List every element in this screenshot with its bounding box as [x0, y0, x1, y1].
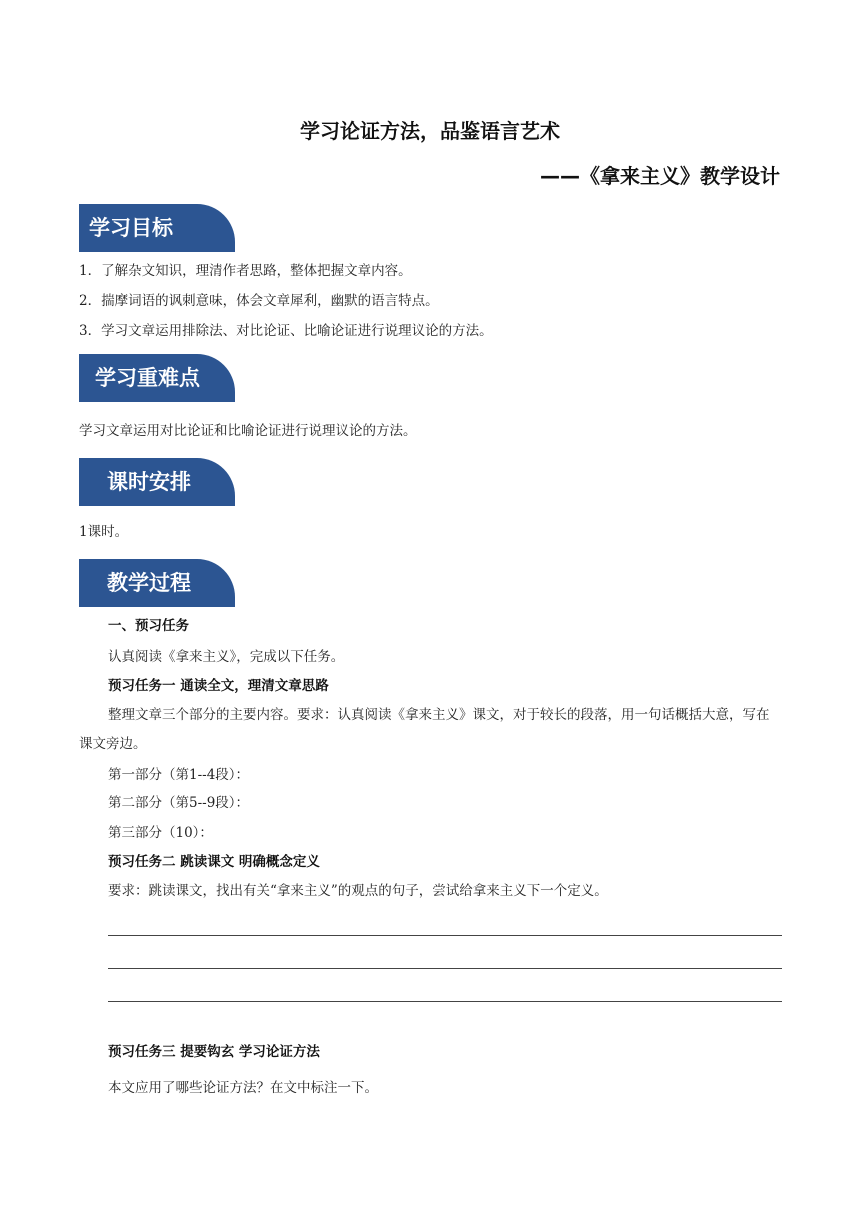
document-title: 学习论证方法，品鉴语言艺术 [300, 119, 560, 143]
key-points-text: 学习文章运用对比论证和比喻论证进行说理议论的方法。 [79, 423, 417, 439]
answer-line-2 [108, 968, 782, 969]
answer-line-3 [108, 1001, 782, 1002]
part-c-label: 第三部分（10）： [108, 825, 213, 841]
objective-item-3: 3．学习文章运用排除法、对比论证、比喻论证进行说理议论的方法。 [79, 323, 493, 339]
part-one-title: 一、预习任务 [108, 618, 189, 634]
part-a-label: 第一部分（第1--4段）： [108, 767, 250, 783]
process-intro: 认真阅读《拿来主义》，完成以下任务。 [108, 649, 345, 665]
answer-line-1 [108, 935, 782, 936]
task-one-description: 整理文章三个部分的主要内容。要求：认真阅读《拿来主义》课文，对于较长的段落，用一句话概括大意，写在课文旁边。 [79, 707, 770, 752]
objective-item-2: 2．揣摩词语的讽刺意味，体会文章犀利，幽默的语言特点。 [79, 293, 439, 309]
task-three-description: 本文应用了哪些论证方法？在文中标注一下。 [108, 1080, 378, 1096]
schedule-text: 1课时。 [79, 524, 129, 540]
section-header-key-points: 学习重难点 [79, 354, 235, 402]
task-two-description: 要求：跳读课文，找出有关“拿来主义”的观点的句子，尝试给拿来主义下一个定义。 [108, 883, 608, 899]
task-two-title: 预习任务二 跳读课文 明确概念定义 [108, 854, 320, 870]
task-three-title: 预习任务三 提要钩玄 学习论证方法 [108, 1044, 320, 1060]
section-header-process: 教学过程 [79, 559, 235, 607]
part-b-label: 第二部分（第5--9段）： [108, 795, 250, 811]
document-subtitle: ——《拿来主义》教学设计 [540, 164, 780, 188]
objective-item-1: 1．了解杂文知识，理清作者思路，整体把握文章内容。 [79, 263, 412, 279]
section-header-schedule: 课时安排 [79, 458, 235, 506]
task-one-title: 预习任务一 通读全文，理清文章思路 [108, 678, 329, 694]
section-header-objectives: 学习目标 [79, 204, 235, 252]
